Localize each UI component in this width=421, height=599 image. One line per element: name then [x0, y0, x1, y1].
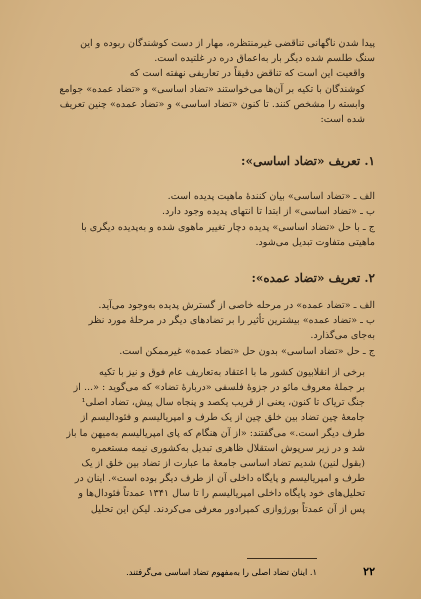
list-item: ج ـ با حل «تضاد اساسی» پدیده دچار تغییر ماهوی شده و به‌پدیده دیگری با: [81, 221, 375, 233]
list-item: ج ـ حل «تضاد اساسی» بدون حل «تضاد عمده» غیرممکن است.: [119, 345, 375, 357]
text-line: پس از آن عمدتاً بورژوازی کمپرادور معرفی می‌کردند. لیکن این تحلیل: [90, 503, 365, 515]
text-line: برخی از انقلابیون کشور ما با اعتقاد به‌تعاریف عام فوق و نیز با تکیه: [99, 366, 365, 378]
list-item: الف ـ «تضاد عمده» در مرحله خاصی از گسترش پدیده به‌وجود می‌آید.: [98, 300, 375, 312]
text-line: طرف و امپریالیسم و پایگاه داخلی آن از طرف دیگر بوده است». اینان در: [74, 473, 365, 485]
analysis-paragraph: [34, 365, 375, 517]
text-line: جامعهٔ چین تضاد بین خلق چین از یک طرف و امپریالیسم و فئودالیسم از: [80, 412, 365, 424]
section-heading-principal-contradiction: ۲. تعریف «تضاد عمده»:: [251, 271, 375, 286]
list-item: ماهیتی متفاوت تبدیل می‌شود.: [255, 236, 375, 248]
text-line: واقعیت این است که تناقض دقیقاً در تعاریفی نهفته است که: [129, 68, 365, 80]
list-item: الف ـ «تضاد اساسی» بیان کنندهٔ ماهیت پدیده است.: [167, 191, 375, 203]
text-line: (بقول لنین) شدیم تضاد اساسی جامعهٔ ما عبارت از تضاد بین خلق از یک: [81, 458, 365, 470]
principal-contradiction-list: [34, 298, 375, 359]
text-line: شد و در زیر سرپوش استقلال ظاهری تبدیل به‌کشوری نیمه مستعمره: [91, 442, 365, 454]
list-item: به‌جای می‌گذارد.: [310, 330, 375, 342]
text-line: کوشندگان با تکیه بر آن‌ها می‌خواستند «تضاد اساسی» و «تضاد عمده» جوامع: [59, 83, 365, 95]
page-number: ۲۲: [363, 565, 375, 578]
text-line: شده است:: [320, 114, 365, 126]
list-item: ب ـ «تضاد اساسی» از ابتدا تا انتهای پدیده وجود دارد.: [162, 206, 375, 218]
footnote-rule: [247, 558, 317, 559]
footnote: ۱. اینان تضاد اصلی را به‌مفهوم تضاد اساسی می‌گرفتند.: [126, 567, 317, 577]
section-heading-basic-contradiction: ۱. تعریف «تضاد اساسی»:: [241, 154, 375, 169]
basic-contradiction-list: [34, 189, 375, 250]
text-line: بر جملهٔ معروف مائو در جزوهٔ فلسفی «دربارهٔ تضاد» که می‌گوید : «... از: [73, 382, 365, 394]
text-line: طرف دیگر است.» می‌گفتند: «از آن هنگام که پای امپریالیسم به‌میهن ما باز: [66, 427, 365, 439]
text-line: پیدا شدن ناگهانی تناقضی غیرمنتظره، مهار از دست کوشندگان ربوده و این: [80, 38, 375, 49]
text-line: تحلیل‌های خود پایگاه داخلی امپریالیسم را تا سال ۱۳۴۱ عمدتاً فئودال‌ها و: [78, 488, 365, 500]
definitions-paragraph: [34, 66, 375, 127]
text-line: جنگ تریاک تا کنون، یعنی از قریب یکصد و پنجاه سال پیش، تضاد اصلی¹: [81, 397, 365, 409]
text-line: وابسته را مشخص کنند. تا کنون «تضاد اساسی» و «تضاد عمده» چنین تعریف: [59, 98, 365, 110]
text-line: سنگ طلسم شده دیگر بار به‌اعماق دره در غلتیده است.: [154, 53, 375, 65]
intro-paragraph: [34, 36, 375, 66]
list-item: ب ـ «تضاد عمده» بیشترین تأثیر را بر تضادهای دیگر در مرحلهٔ مورد نظر: [88, 315, 375, 327]
